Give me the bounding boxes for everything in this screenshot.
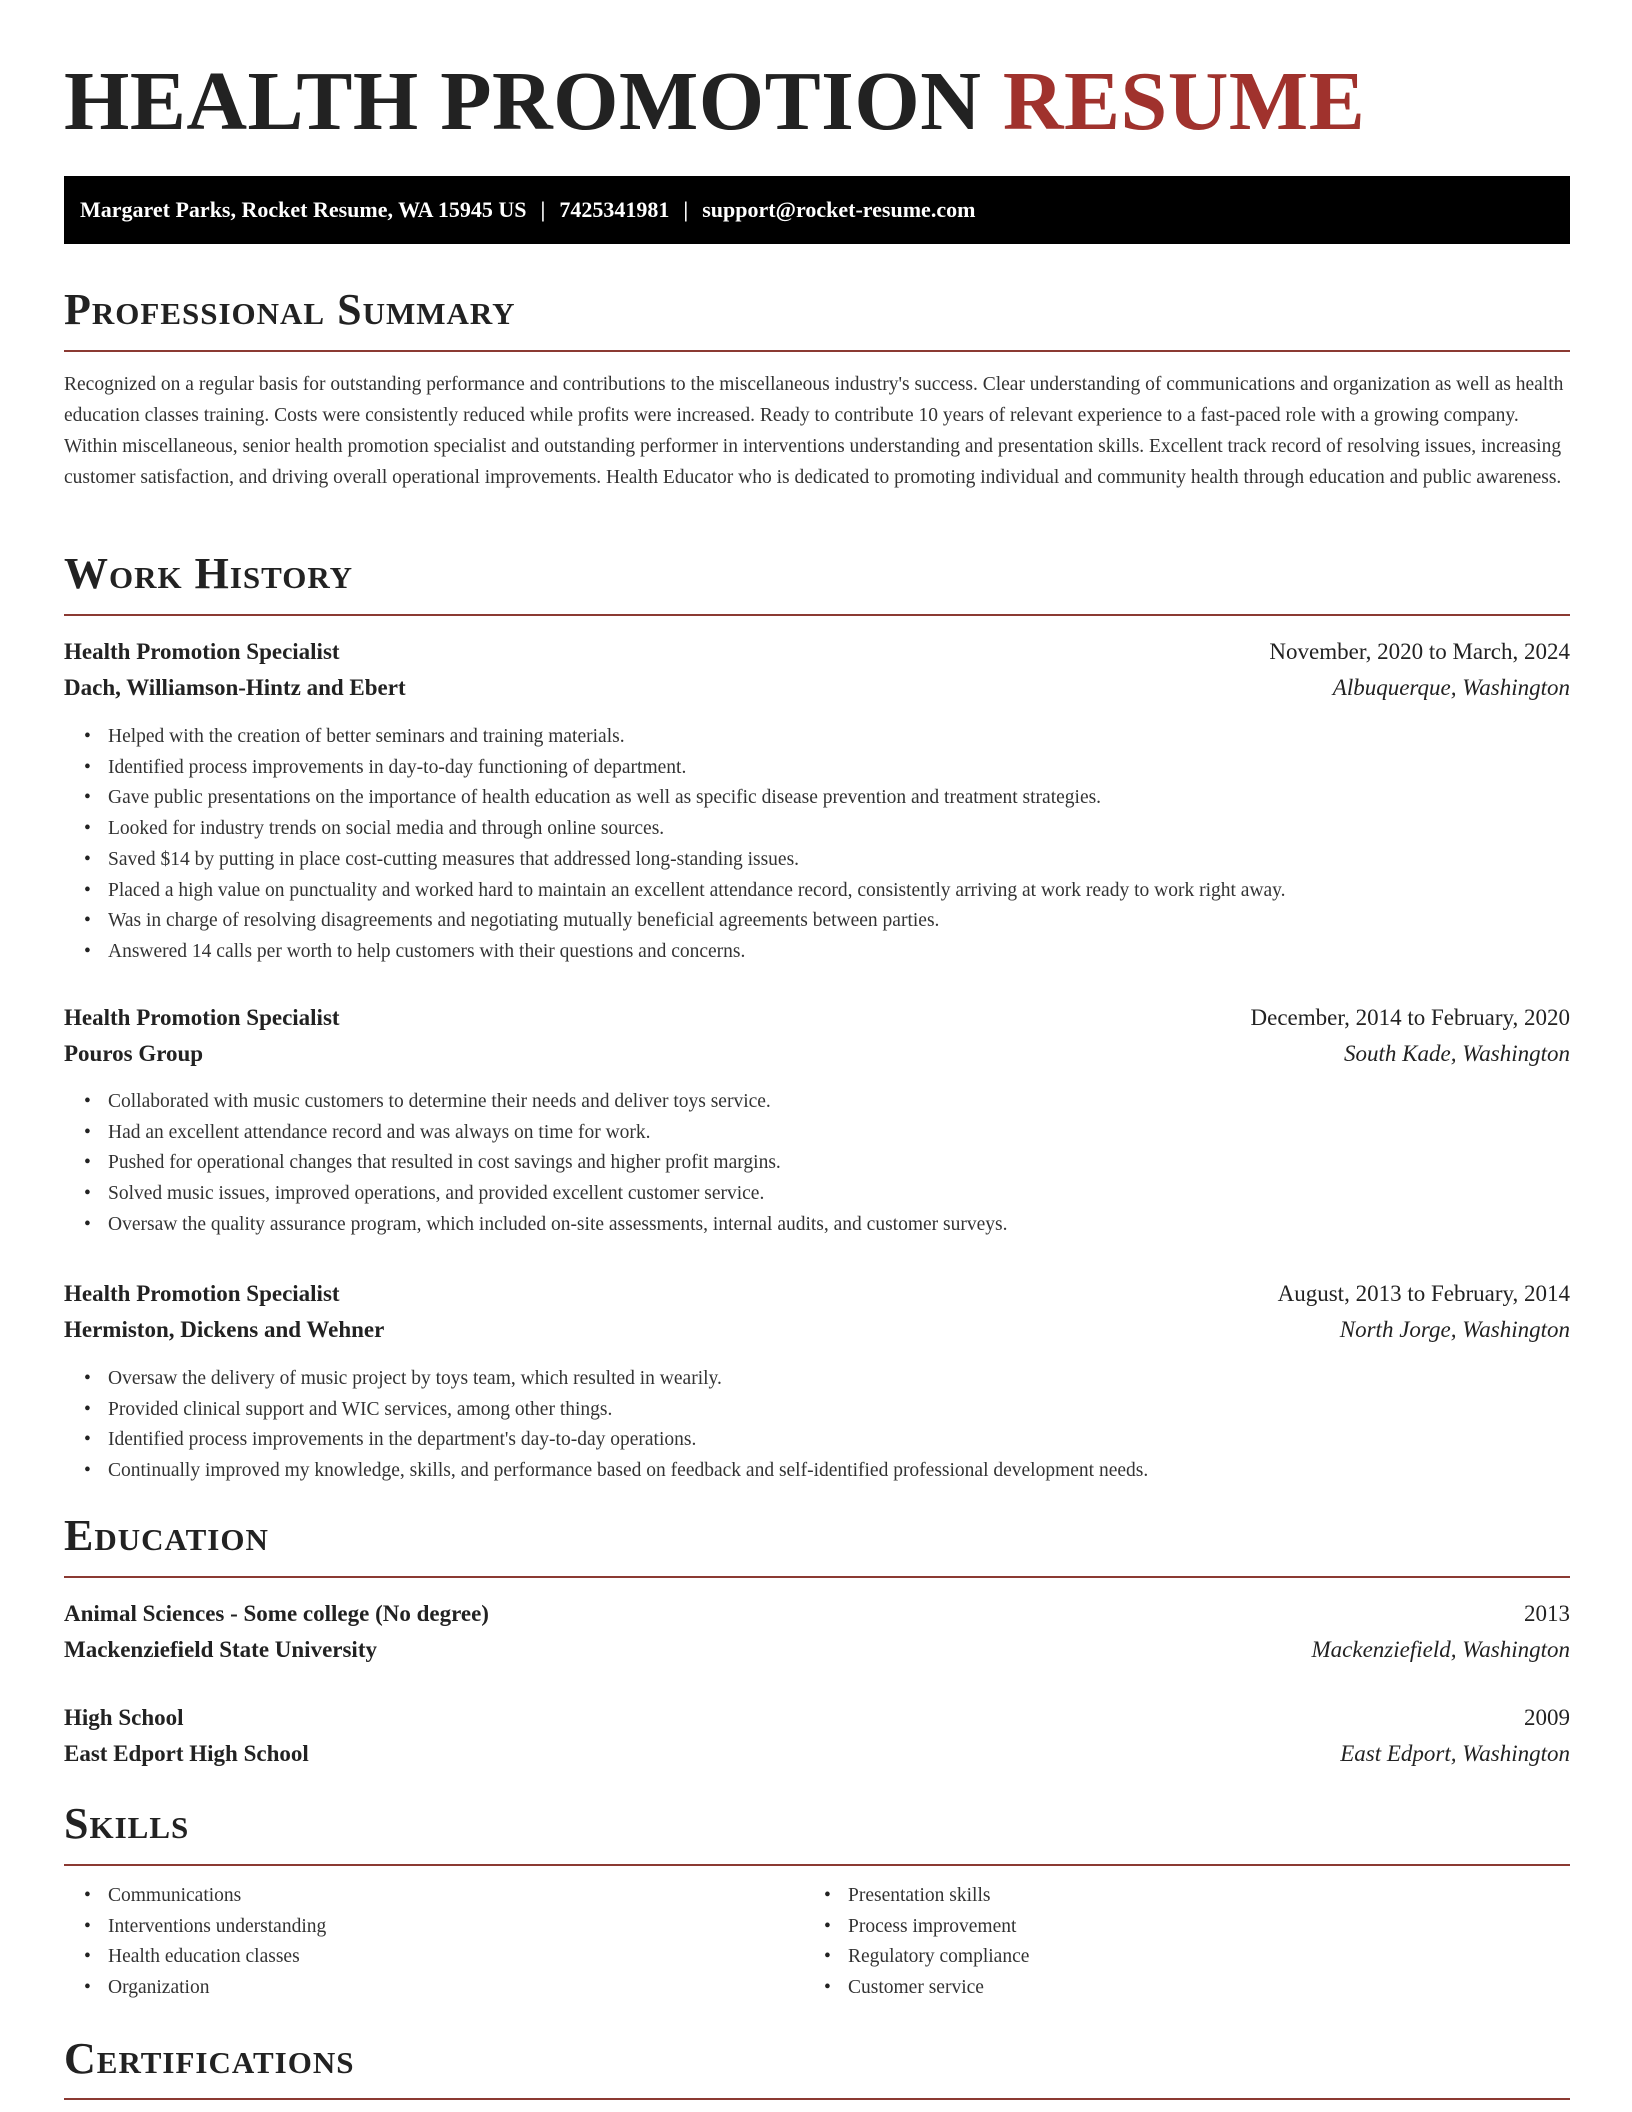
contact-phone: 7425341981 bbox=[559, 197, 670, 222]
job-company-row bbox=[64, 1036, 1570, 1072]
job-bullet: • Helped with the creation of better seminars and training materials. bbox=[108, 722, 1286, 753]
job-bullet: • Oversaw the quality assurance program, which included on-site assessments, internal audits, and customer surveys. bbox=[108, 1210, 1007, 1241]
job-bullet: • Was in charge of resolving disagreements and negotiating mutually beneficial agreements between parties. bbox=[108, 906, 1286, 937]
job-bullet: • Solved music issues, improved operations, and provided excellent customer service. bbox=[108, 1179, 1007, 1210]
job-company: Hermiston, Dickens and Wehner bbox=[64, 1317, 385, 1342]
job-bullet: • Continually improved my knowledge, skills, and performance based on feedback and self-identified professional development needs. bbox=[108, 1456, 1148, 1487]
job-bullets bbox=[108, 722, 1286, 968]
job-header bbox=[64, 1276, 1570, 1312]
job-bullet: • Identified process improvements in the department's day-to-day operations. bbox=[108, 1425, 1148, 1456]
skill-item: • Process improvement bbox=[848, 1912, 1029, 1943]
job-bullet: • Saved $14 by putting in place cost-cutting measures that addressed long-standing issues. bbox=[108, 845, 1286, 876]
skills-list-right bbox=[848, 1881, 1029, 2004]
skill-item: • Customer service bbox=[848, 1973, 1029, 2004]
skill-item: • Regulatory compliance bbox=[848, 1942, 1029, 1973]
title-main: HEALTH PROMOTION bbox=[64, 55, 982, 148]
contact-separator: | bbox=[683, 197, 689, 222]
job-dates: December, 2014 to February, 2020 bbox=[1250, 1005, 1570, 1030]
summary-text: Recognized on a regular basis for outstanding performance and contributions to the miscellaneous industry's success. Clear understanding of communications and organization as well as health education classes training. Costs were consistently reduced while profits were increased. Ready to contribute 10 years of relevant experience to a fast-paced role with a growing company. Within miscellaneous, senior health promotion specialist and outstanding performer in interventions understanding and presentation skills. Excellent track record of resolving issues, increasing customer satisfaction, and driving overall operational improvements. Health Educator who is dedicated to promoting individual and community health through education and public awareness. bbox=[64, 374, 1564, 488]
job-bullet: • Pushed for operational changes that resulted in cost savings and higher profit margins. bbox=[108, 1148, 1007, 1179]
education-location: East Edport, Washington bbox=[1340, 1741, 1570, 1766]
job-location: Albuquerque, Washington bbox=[1332, 675, 1570, 700]
job-bullet: • Collaborated with music customers to determine their needs and deliver toys service. bbox=[108, 1087, 1007, 1118]
education-school: East Edport High School bbox=[64, 1741, 309, 1766]
education-degree: Animal Sciences - Some college (No degree) bbox=[64, 1601, 489, 1626]
job-header bbox=[64, 1000, 1570, 1036]
job-dates: November, 2020 to March, 2024 bbox=[1269, 639, 1570, 664]
skills-list-left bbox=[108, 1881, 326, 2004]
job-bullet: • Looked for industry trends on social media and through online sources. bbox=[108, 814, 1286, 845]
skill-item: • Interventions understanding bbox=[108, 1912, 326, 1943]
section-title-certifications: Certifications bbox=[64, 2034, 355, 2083]
job-bullet: • Answered 14 calls per worth to help customers with their questions and concerns. bbox=[108, 937, 1286, 968]
skill-item: • Presentation skills bbox=[848, 1881, 1029, 1912]
education-school: Mackenziefield State University bbox=[64, 1637, 377, 1662]
job-bullet: • Oversaw the delivery of music project by toys team, which resulted in wearily. bbox=[108, 1364, 1148, 1395]
skill-item: • Health education classes bbox=[108, 1942, 326, 1973]
education-degree: High School bbox=[64, 1705, 184, 1730]
job-title: Health Promotion Specialist bbox=[64, 1005, 340, 1030]
section-divider bbox=[64, 1576, 1570, 1578]
resume-title bbox=[64, 55, 1366, 148]
job-dates: August, 2013 to February, 2014 bbox=[1277, 1281, 1570, 1306]
section-divider bbox=[64, 1864, 1570, 1866]
contact-bar bbox=[64, 176, 1570, 244]
contact-address: Margaret Parks, Rocket Resume, WA 15945 US bbox=[80, 197, 527, 222]
section-divider bbox=[64, 350, 1570, 352]
job-bullet: • Gave public presentations on the importance of health education as well as specific disease prevention and treatment strategies. bbox=[108, 783, 1286, 814]
education-year: 2009 bbox=[1524, 1705, 1570, 1730]
education-year: 2013 bbox=[1524, 1601, 1570, 1626]
contact-email[interactable]: support@rocket-resume.com bbox=[702, 197, 976, 222]
education-school-row bbox=[64, 1632, 1570, 1668]
job-bullet: • Placed a high value on punctuality and worked hard to maintain an excellent attendance record, consistently arriving at work ready to work right away. bbox=[108, 876, 1286, 907]
job-company-row bbox=[64, 1312, 1570, 1348]
job-location: North Jorge, Washington bbox=[1339, 1317, 1570, 1342]
job-header bbox=[64, 634, 1570, 670]
section-title-skills: Skills bbox=[64, 1799, 190, 1848]
job-location: South Kade, Washington bbox=[1344, 1041, 1570, 1066]
job-bullets bbox=[108, 1364, 1148, 1487]
contact-separator: | bbox=[540, 197, 546, 222]
job-company: Pouros Group bbox=[64, 1041, 204, 1066]
education-header bbox=[64, 1596, 1570, 1632]
skill-item: • Communications bbox=[108, 1881, 326, 1912]
skill-item: • Organization bbox=[108, 1973, 326, 2004]
section-divider bbox=[64, 614, 1570, 616]
education-school-row bbox=[64, 1736, 1570, 1772]
job-bullet: • Identified process improvements in day-to-day functioning of department. bbox=[108, 753, 1286, 784]
section-title-education: Education bbox=[64, 1511, 269, 1560]
job-company: Dach, Williamson-Hintz and Ebert bbox=[64, 675, 406, 700]
section-title-summary: Professional Summary bbox=[64, 285, 516, 334]
section-title-work: Work History bbox=[64, 549, 354, 598]
title-accent: RESUME bbox=[1002, 55, 1366, 148]
education-header bbox=[64, 1700, 1570, 1736]
job-title: Health Promotion Specialist bbox=[64, 1281, 340, 1306]
job-bullet: • Had an excellent attendance record and was always on time for work. bbox=[108, 1118, 1007, 1149]
education-location: Mackenziefield, Washington bbox=[1311, 1637, 1570, 1662]
section-divider bbox=[64, 2098, 1570, 2100]
job-title: Health Promotion Specialist bbox=[64, 639, 340, 664]
job-company-row bbox=[64, 670, 1570, 706]
job-bullet: • Provided clinical support and WIC services, among other things. bbox=[108, 1395, 1148, 1426]
job-bullets bbox=[108, 1087, 1007, 1241]
